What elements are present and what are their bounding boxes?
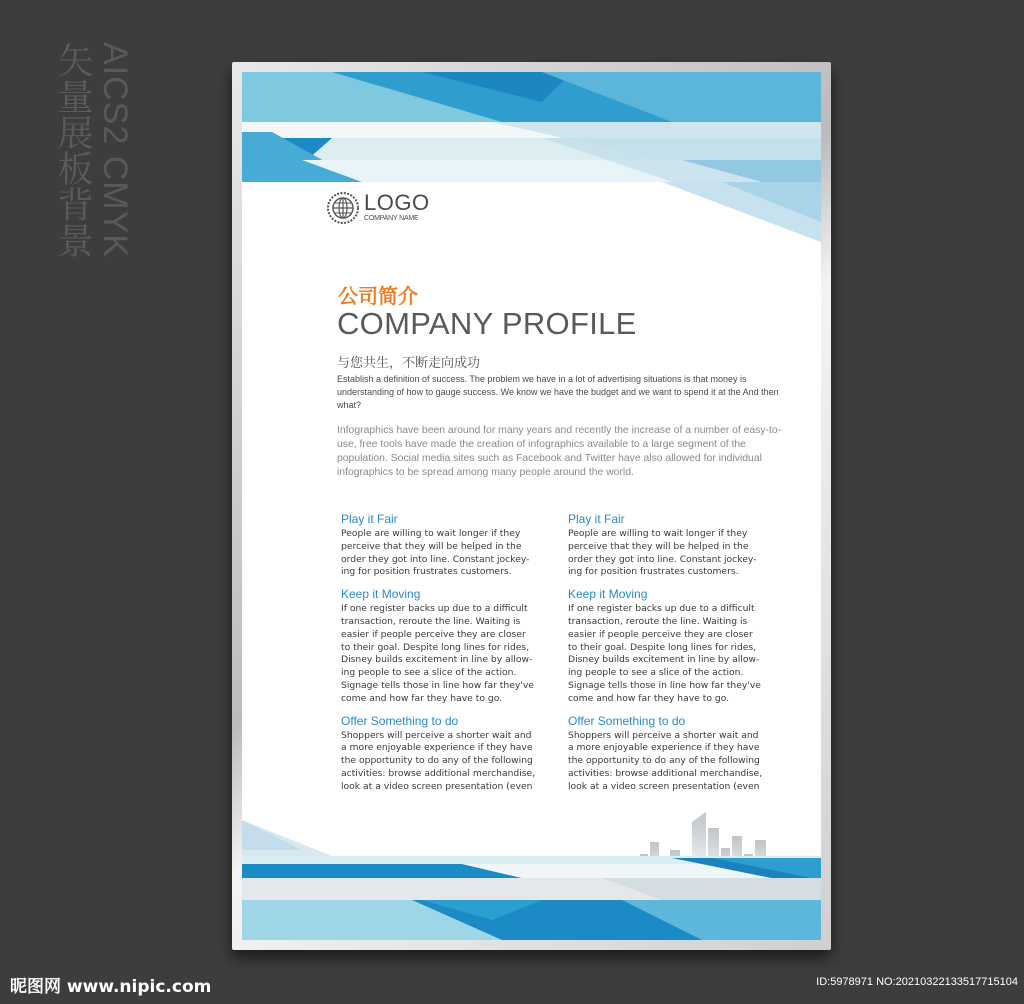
section-text-line: transaction, reroute the line. Waiting is: [568, 615, 748, 627]
section-heading: Play it Fair: [568, 512, 625, 526]
globe-icon: [326, 191, 360, 225]
section-text-line: activities: browse additional merchandise,: [568, 767, 763, 779]
title-chinese: 公司简介: [338, 284, 418, 308]
section-text-line: If one register backs up due to a difficult: [341, 603, 528, 615]
logo-wordmark: LOGO: [364, 190, 430, 215]
section-text-line: People are willing to wait longer if they: [568, 528, 748, 539]
section-text-line: the opportunity to do any of the following: [568, 755, 760, 767]
section-text: [568, 603, 775, 705]
section-text-line: perceive that they will be helped in the: [568, 540, 749, 552]
content-section: [341, 512, 548, 579]
section-text-line: easier if people perceive they are closer: [341, 628, 526, 640]
section-text-line: If one register backs up due to a difficult: [568, 603, 755, 615]
intro-paragraph: Establish a definition of success. The problem we have in a lot of advertising situations is that money is understanding of how to gauge success. We know we have the budget and we want to spend it at the And then what?: [337, 374, 779, 410]
column-left: [341, 512, 548, 802]
body-paragraph: Infographics have been around for many years and recently the increase of a number of easy-to-use, free tools have made the creation of infographics available to a large segment of the population. Social media sites such as Facebook and Twitter have also allowed for individual infographics to be spread among many people around the world.: [337, 425, 782, 478]
section-text: [341, 603, 548, 705]
content-section: [341, 587, 548, 705]
section-text-line: look at a video screen presentation (even: [568, 780, 760, 792]
section-text-line: Shoppers will perceive a shorter wait and: [568, 729, 759, 741]
watermark-site: 昵图网 www.nipic.com: [10, 977, 212, 997]
section-text-line: ing for position frustrates customers.: [341, 566, 512, 578]
content-columns: [341, 512, 775, 802]
side-caption-chinese: 矢量展板背景: [52, 42, 93, 258]
section-text-line: a more enjoyable experience if they have: [341, 742, 533, 754]
section-text-line: Signage tells those in line how far they've: [341, 679, 534, 691]
watermark-id: ID:5978971 NO:20210322133517715104: [816, 976, 1018, 988]
section-text-line: come and how far they have to go.: [568, 692, 730, 704]
section-text-line: to their goal. Despite long lines for rides,: [568, 641, 757, 653]
section-text-line: transaction, reroute the line. Waiting is: [341, 615, 521, 627]
section-text: [568, 528, 775, 579]
content-section: [568, 512, 775, 579]
section-text-line: Shoppers will perceive a shorter wait and: [341, 729, 532, 741]
section-text-line: to their goal. Despite long lines for rides,: [341, 641, 530, 653]
content-section: [568, 587, 775, 705]
section-text-line: order they got into line. Constant jockey-: [341, 553, 530, 565]
section-heading: Play it Fair: [341, 512, 398, 526]
section-text-line: easier if people perceive they are closer: [568, 628, 753, 640]
section-text-line: a more enjoyable experience if they have: [568, 742, 760, 754]
logo: [326, 191, 430, 225]
section-text-line: Disney builds excitement in line by allow-: [568, 654, 760, 666]
logo-company-name: COMPANY NAME: [364, 215, 419, 222]
section-text-line: order they got into line. Constant jockey-: [568, 553, 757, 565]
column-right: [568, 512, 775, 802]
section-text-line: the opportunity to do any of the following: [341, 755, 533, 767]
section-text-line: perceive that they will be helped in the: [341, 540, 522, 552]
section-heading: Offer Something to do: [568, 713, 686, 728]
section-heading: Keep it Moving: [568, 587, 648, 602]
content-section: [568, 714, 775, 794]
section-text-line: activities: browse additional merchandise,: [341, 767, 536, 779]
slogan: 与您共生，不断走向成功: [337, 356, 481, 371]
section-text-line: ing for position frustrates customers.: [568, 566, 739, 578]
section-text-line: Signage tells those in line how far they've: [568, 679, 761, 691]
section-text-line: come and how far they have to go.: [341, 692, 503, 704]
section-heading: Keep it Moving: [341, 587, 421, 602]
section-text-line: People are willing to wait longer if they: [341, 528, 521, 539]
section-text: [341, 730, 548, 794]
section-heading: Offer Something to do: [341, 713, 459, 728]
section-text-line: Disney builds excitement in line by allow-: [341, 654, 533, 666]
bottom-decoration: [242, 820, 821, 940]
content-section: [341, 714, 548, 794]
section-text-line: ing people to see a slice of the action.: [568, 667, 744, 679]
section-text-line: look at a video screen presentation (even: [341, 780, 533, 792]
side-caption-english: AICS2 CMYK: [96, 42, 134, 258]
section-text: [341, 528, 548, 579]
section-text: [568, 730, 775, 794]
section-text-line: ing people to see a slice of the action.: [341, 667, 517, 679]
poster-frame: [232, 62, 831, 950]
poster: [242, 72, 821, 940]
page-title: COMPANY PROFILE: [337, 306, 637, 341]
side-caption: [52, 42, 134, 258]
